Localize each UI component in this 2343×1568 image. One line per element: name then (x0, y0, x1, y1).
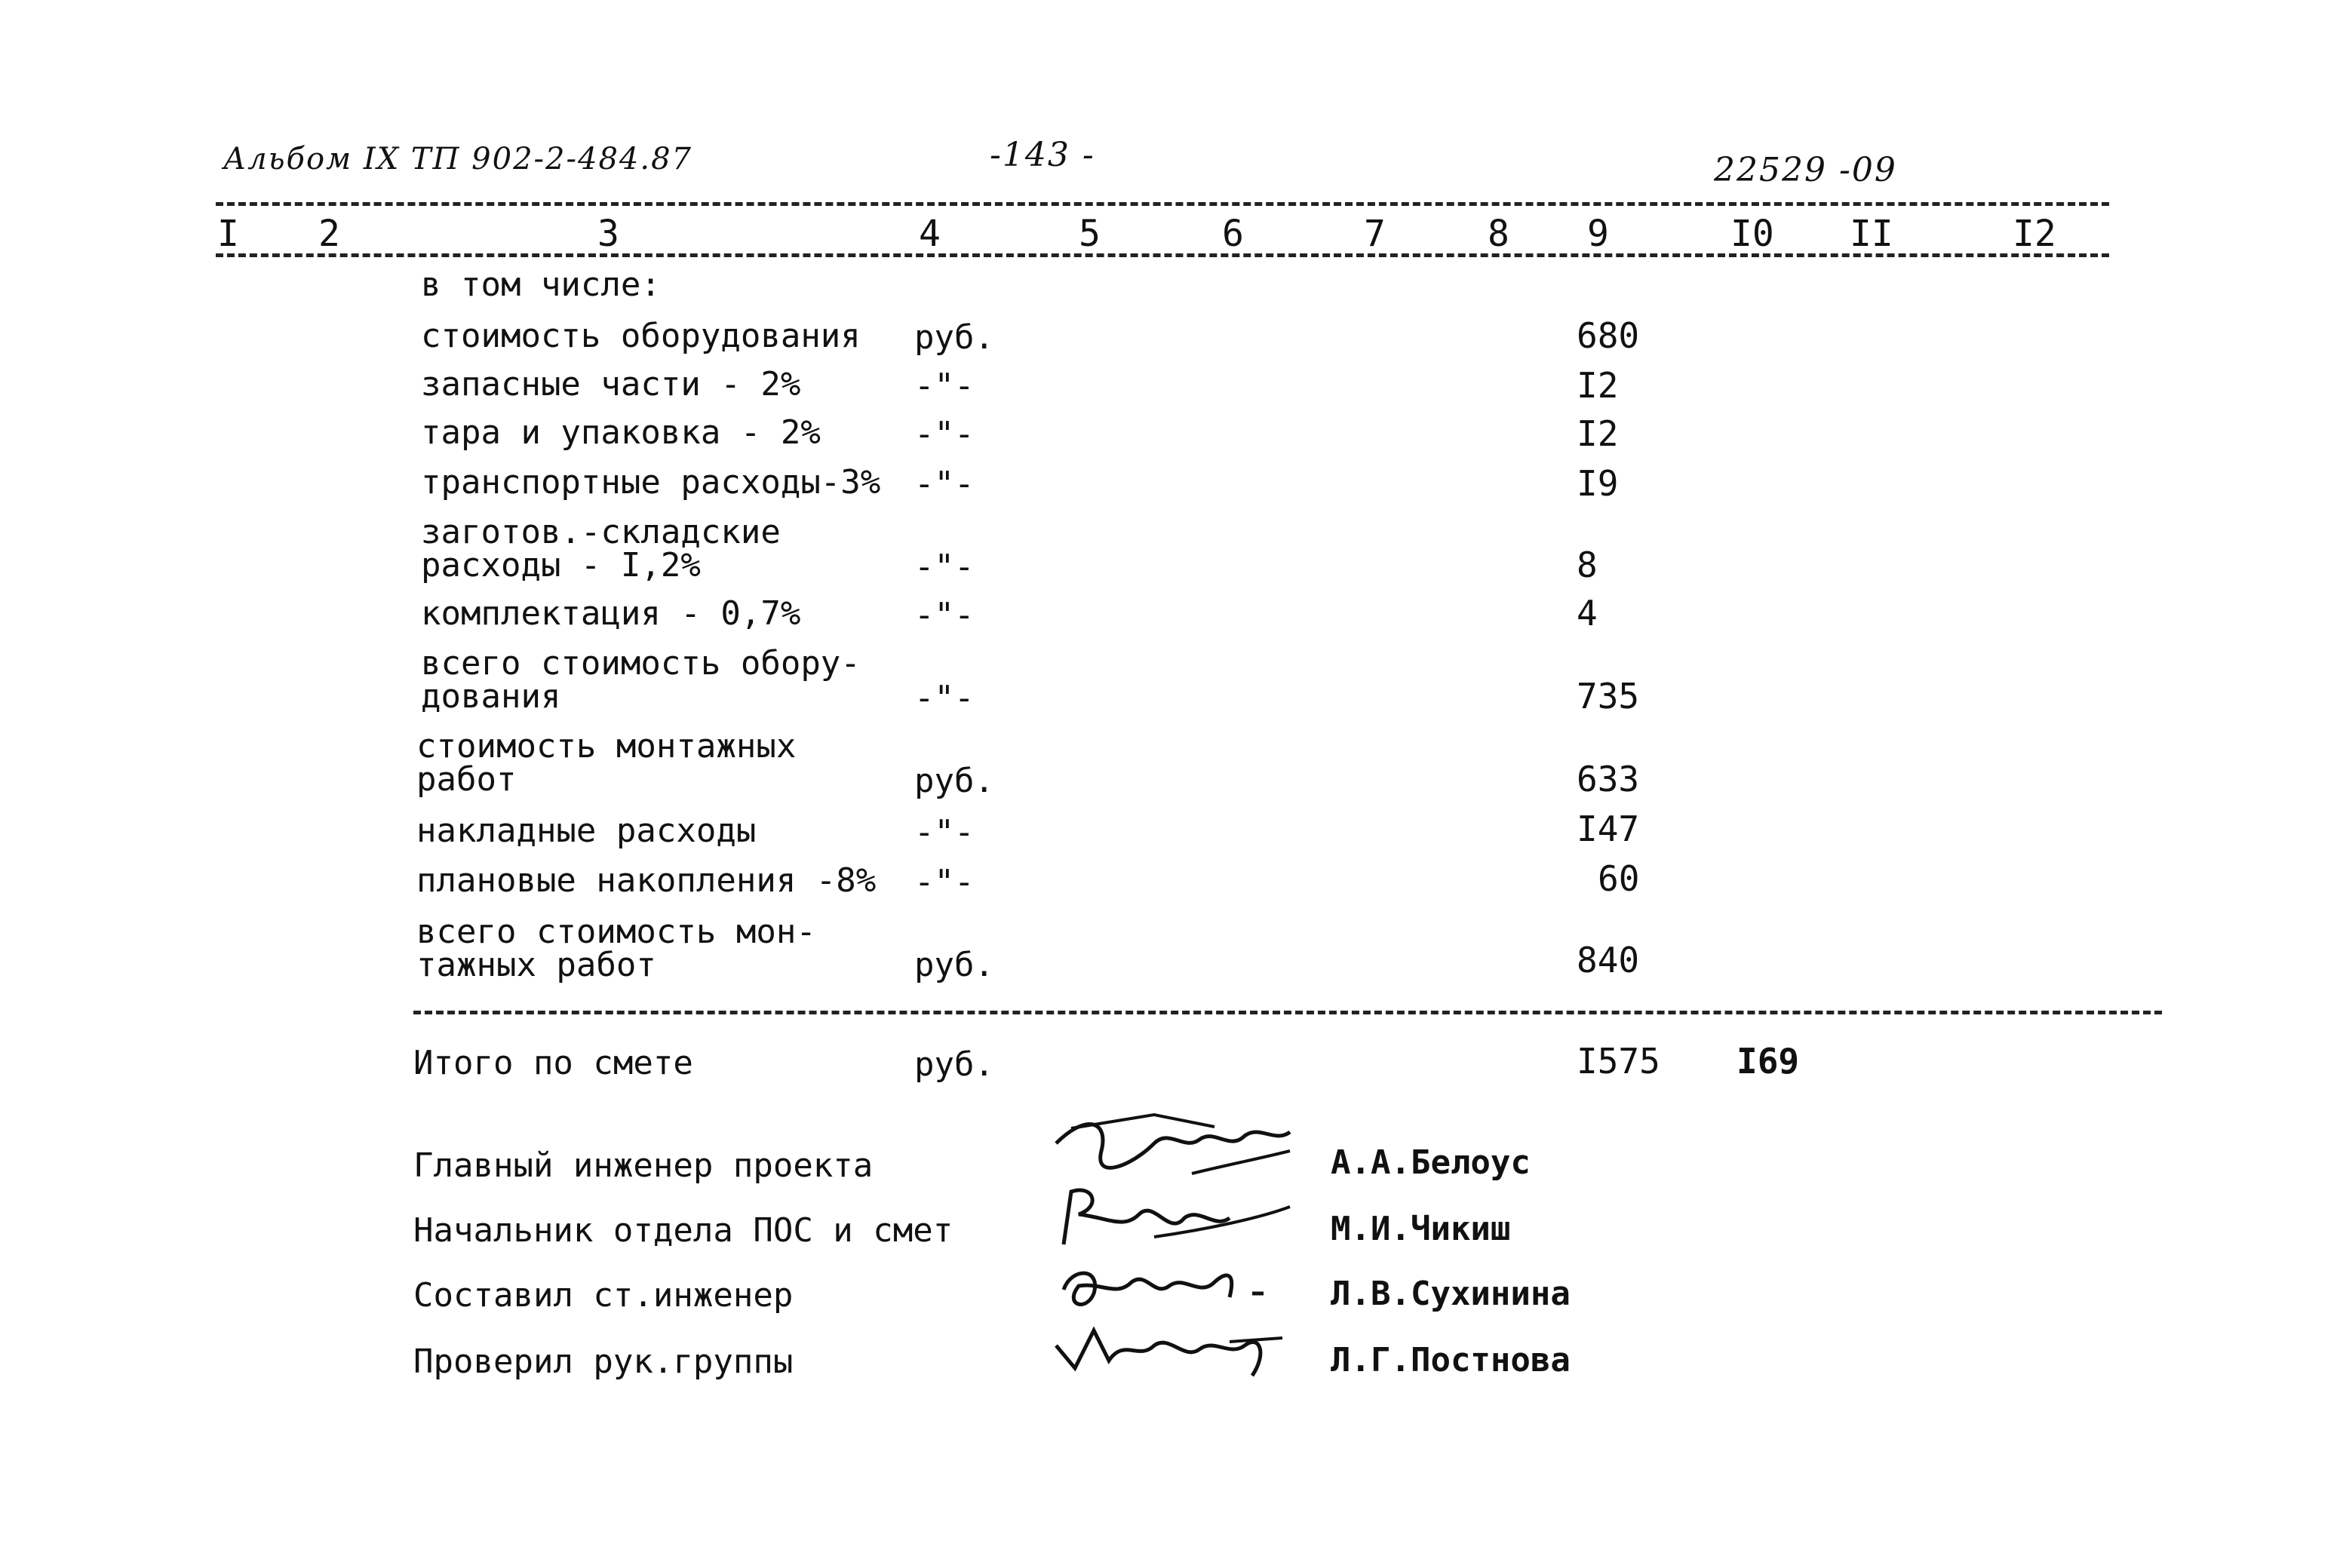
row-label: тара и упаковка - 2% (421, 413, 821, 452)
row-label: транспортные расходы-3% (421, 463, 881, 502)
column-number-8: 8 (1488, 213, 1509, 255)
signature-name: М.И.Чикиш (1331, 1210, 1511, 1248)
row-label: стоимость оборудования (421, 317, 861, 355)
signature-role: Главный инженер проекта (413, 1146, 874, 1185)
column-number-1: I (217, 213, 239, 255)
top-rule (216, 202, 2109, 206)
total-label: Итого по смете (413, 1044, 693, 1082)
handwritten-signature-icon (1041, 1315, 1297, 1391)
total-value-col10: I69 (1737, 1041, 1800, 1082)
row-label: всего стоимость обору- (421, 644, 861, 683)
row-value: 8 (1577, 545, 1598, 585)
row-value: 680 (1577, 315, 1640, 356)
column-number-10: I0 (1730, 213, 1774, 255)
page-number: -143 - (990, 136, 1095, 174)
row-label-continuation: дования (421, 677, 561, 716)
row-value: 4 (1577, 593, 1598, 634)
row-value: 840 (1577, 940, 1640, 980)
row-label: всего стоимость мон- (416, 913, 816, 951)
row-value: 735 (1577, 676, 1640, 716)
row-unit: -"- (914, 596, 975, 634)
row-unit: руб. (914, 318, 994, 357)
document-code: 22529 -09 (1714, 151, 1897, 189)
column-number-12: I2 (2013, 213, 2056, 255)
column-number-2: 2 (318, 213, 340, 255)
column-number-4: 4 (919, 213, 941, 255)
row-unit: руб. (914, 946, 994, 984)
signature-role: Проверил рук.группы (413, 1342, 794, 1381)
row-label: плановые накопления -8% (416, 861, 877, 900)
album-reference: Альбом IX ТП 902-2-484.87 (223, 142, 692, 176)
column-number-3: 3 (597, 213, 619, 255)
signature-name: А.А.Белоус (1331, 1143, 1531, 1182)
row-label: запасные части - 2% (421, 365, 801, 404)
row-value: I2 (1577, 365, 1619, 406)
handwritten-signature-icon (1041, 1177, 1297, 1260)
handwritten-signature-icon (1041, 1098, 1297, 1189)
signature-name: Л.В.Сухинина (1331, 1275, 1571, 1313)
signature-role: Начальник отдела ПОС и смет (413, 1211, 953, 1250)
column-number-5: 5 (1079, 213, 1101, 255)
row-value: 60 (1598, 858, 1640, 899)
column-number-9: 9 (1587, 213, 1609, 255)
row-unit: -"- (914, 367, 975, 405)
handwritten-signature-icon (1041, 1252, 1297, 1320)
section-title: в том числе: (421, 265, 661, 304)
row-value: I2 (1577, 413, 1619, 454)
row-label-continuation: тажных рабoт (416, 946, 656, 984)
row-label: комплектация - 0,7% (421, 594, 801, 633)
row-unit: -"- (914, 813, 975, 852)
column-number-7: 7 (1364, 213, 1386, 255)
total-rule (413, 1011, 2162, 1014)
row-label: стоимость монтажных (416, 727, 797, 766)
row-unit: -"- (914, 465, 975, 503)
column-number-11: II (1850, 213, 1893, 255)
total-unit: руб. (914, 1045, 994, 1084)
row-unit: руб. (914, 762, 994, 800)
row-unit: -"- (914, 679, 975, 717)
row-value: I9 (1577, 463, 1619, 504)
column-number-6: 6 (1222, 213, 1244, 255)
row-value: 633 (1577, 759, 1640, 799)
total-value-col9: I575 (1577, 1041, 1660, 1082)
row-label-continuation: работ (416, 760, 517, 799)
row-unit: -"- (914, 415, 975, 453)
row-unit: -"- (914, 548, 975, 586)
signature-name: Л.Г.Постнова (1331, 1341, 1571, 1379)
row-label: заготов.-складские (421, 513, 781, 551)
row-label: накладные расходы (416, 812, 757, 850)
row-unit: -"- (914, 863, 975, 901)
signature-role: Составил ст.инженер (413, 1276, 794, 1315)
row-label-continuation: расходы - I,2% (421, 546, 701, 585)
row-value: I47 (1577, 809, 1640, 849)
column-header-rule (216, 253, 2109, 257)
